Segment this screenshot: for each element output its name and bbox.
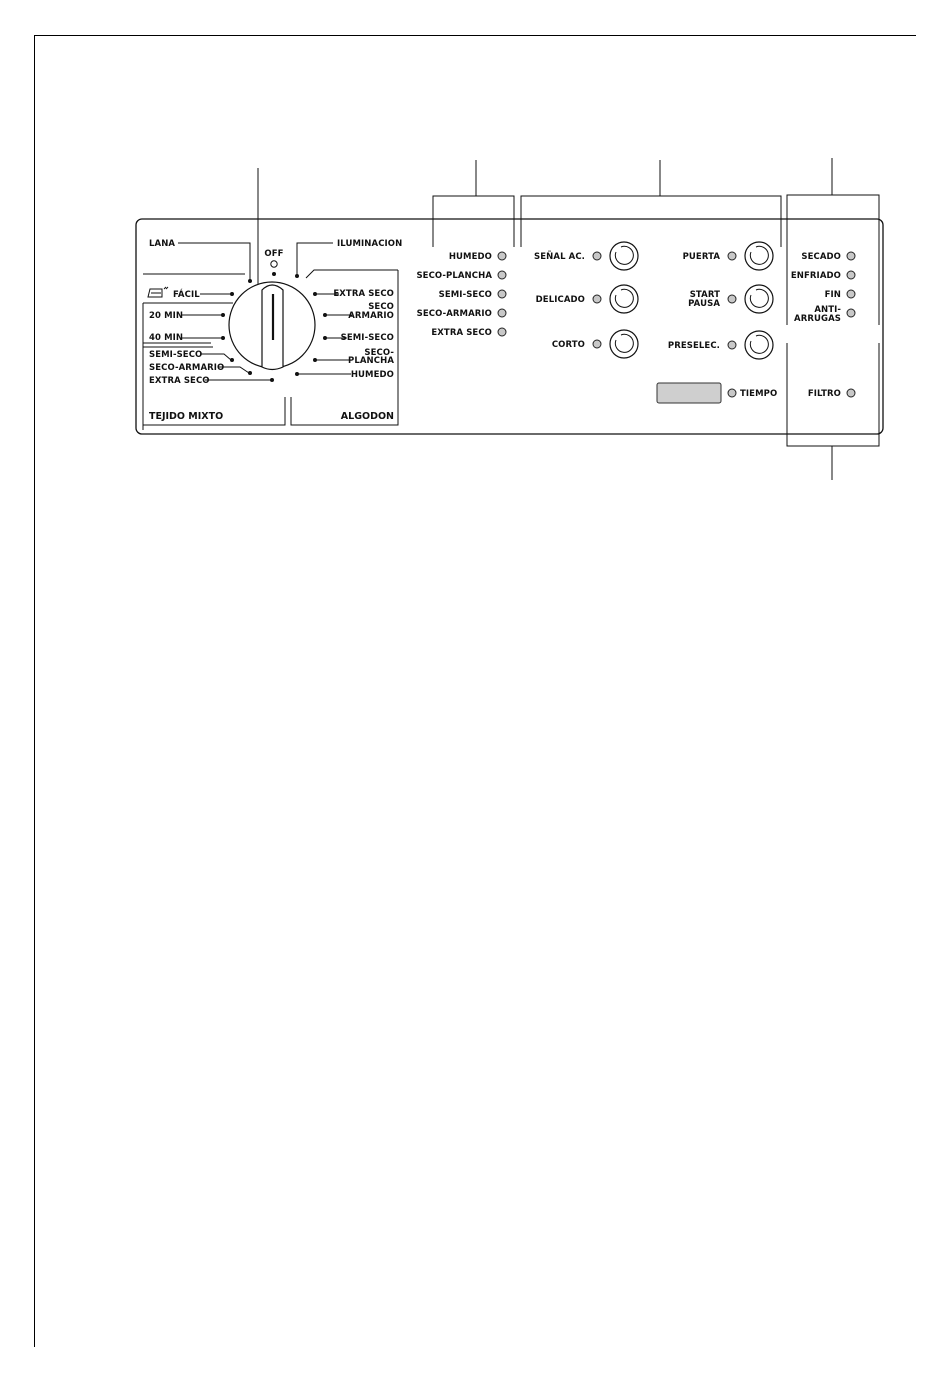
led-semi-seco xyxy=(498,290,506,298)
led-secado xyxy=(847,252,855,260)
led-humedo xyxy=(498,252,506,260)
led-filtro xyxy=(847,389,855,397)
corto-button[interactable] xyxy=(610,330,638,358)
led-senal xyxy=(593,252,601,260)
dial-humedo-algodon-label: HUMEDO xyxy=(350,370,394,380)
bracket-option-buttons xyxy=(521,196,781,247)
program-dial-section xyxy=(143,239,402,430)
dial-pos-40min xyxy=(221,336,225,340)
dial-extra-seco-algodon-label: EXTRA SECO xyxy=(333,289,394,299)
dial-off-label: OFF xyxy=(264,249,284,259)
led-fin xyxy=(847,290,855,298)
led-tiempo xyxy=(728,389,736,397)
led-corto xyxy=(593,340,601,348)
start-label: START xyxy=(689,290,720,300)
dial-extra-seco-mixto-label: EXTRA SECO xyxy=(149,376,210,386)
dial-pos-facil xyxy=(230,292,234,296)
option-buttons-right xyxy=(657,242,777,403)
preselec-label: PRESELEC. xyxy=(667,341,720,351)
led-preselec xyxy=(728,341,736,349)
off-indicator-icon xyxy=(271,261,277,267)
preselec-button[interactable] xyxy=(745,331,773,359)
enfriado-label: ENFRIADO xyxy=(790,271,841,281)
delicado-label: DELICADO xyxy=(535,295,585,305)
dial-pos-lana xyxy=(248,279,252,283)
dial-seco-armario-algodon-label-2: ARMARIO xyxy=(348,311,394,321)
led-anti-arrugas xyxy=(847,309,855,317)
dial-seco-plancha-algodon-label-1: SECO- xyxy=(364,348,394,358)
anti-label: ANTI- xyxy=(814,305,841,315)
dial-tejido-mixto-label: TEJIDO MIXTO xyxy=(149,411,224,422)
puerta-button[interactable] xyxy=(745,242,773,270)
dial-algodon-label: ALGODON xyxy=(340,411,394,422)
dial-seco-armario-mixto-label: SECO-ARMARIO xyxy=(149,363,225,373)
led-seco-plancha-label: SECO-PLANCHA xyxy=(416,271,492,281)
led-semi-seco-label: SEMI-SECO xyxy=(438,290,492,300)
led-extra-seco-label: EXTRA SECO xyxy=(431,328,492,338)
led-extra-seco xyxy=(498,328,506,336)
delicado-button[interactable] xyxy=(610,285,638,313)
dial-lana-leader xyxy=(178,243,250,281)
led-start-pausa xyxy=(728,295,736,303)
dial-40min-label: 40 MIN xyxy=(149,333,184,343)
dial-semi-seco-algodon-label: SEMI-SECO xyxy=(340,333,394,343)
senal-label: SEÑAL AC. xyxy=(534,252,585,262)
filtro-label: FILTRO xyxy=(807,389,841,399)
arrugas-label: ARRUGAS xyxy=(794,314,841,324)
led-humedo-label: HUMEDO xyxy=(448,252,492,262)
dial-iluminacion-label: ILUMINACION xyxy=(337,239,403,249)
dial-pos-off xyxy=(272,272,276,276)
dial-iluminacion-leader xyxy=(297,243,333,276)
senal-button[interactable] xyxy=(610,242,638,270)
dial-pos-semi-seco-mixto xyxy=(230,358,234,362)
dial-right-frame-top xyxy=(306,270,398,278)
dial-20min-label: 20 MIN xyxy=(149,311,184,321)
led-seco-plancha xyxy=(498,271,506,279)
puerta-label: PUERTA xyxy=(682,252,720,262)
dial-pos-extra-seco-mixto xyxy=(270,378,274,382)
bracket-dryness-leds xyxy=(433,196,514,247)
start-pausa-button[interactable] xyxy=(745,285,773,313)
dial-pos-20min xyxy=(221,313,225,317)
dryness-led-group xyxy=(416,252,506,338)
dial-semi-seco-mixto-label: SEMI-SECO xyxy=(149,350,203,360)
time-display xyxy=(657,383,721,403)
dial-lana-label: LANA xyxy=(149,239,176,249)
dial-seco-armario-algodon-label-1: SECO xyxy=(368,302,394,312)
dial-seco-plancha-algodon-label-2: PLANCHA xyxy=(348,356,394,366)
led-enfriado xyxy=(847,271,855,279)
led-seco-armario-label: SECO-ARMARIO xyxy=(416,309,492,319)
pausa-label: PAUSA xyxy=(688,299,720,309)
dial-pos-seco-armario-mixto xyxy=(248,371,252,375)
secado-label: SECADO xyxy=(801,252,841,262)
led-seco-armario xyxy=(498,309,506,317)
dial-semi-seco-mixto-leader xyxy=(200,354,231,360)
dial-facil-label: FÁCIL xyxy=(173,290,200,300)
option-buttons-left xyxy=(534,242,638,358)
status-led-group xyxy=(791,252,855,399)
led-delicado xyxy=(593,295,601,303)
tiempo-label: TIEMPO xyxy=(740,389,778,399)
corto-label: CORTO xyxy=(551,340,585,350)
led-puerta xyxy=(728,252,736,260)
fin-label: FIN xyxy=(824,290,841,300)
iron-icon xyxy=(148,287,168,297)
